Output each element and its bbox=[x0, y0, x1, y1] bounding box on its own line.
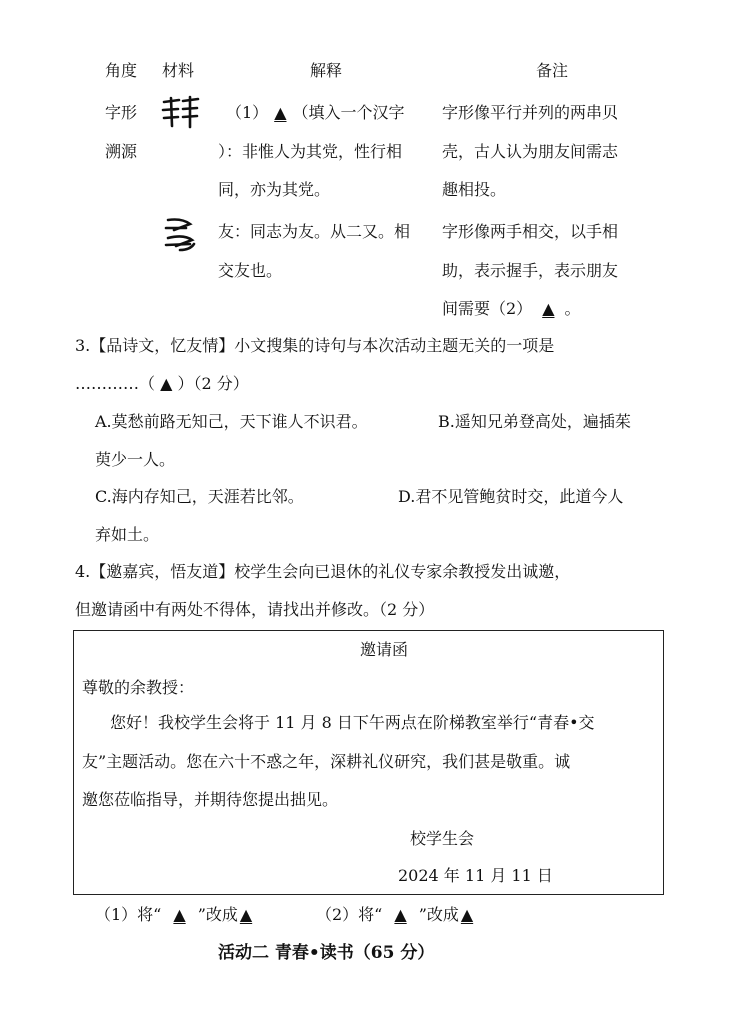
r2-note-line2: 助，表示握手，表示朋友 bbox=[442, 261, 619, 280]
header-notes: 备注 bbox=[536, 61, 569, 80]
answer-line-1: （1）将“ ▲ ”改成 ▲ bbox=[95, 902, 266, 925]
letter-body-line1: 您好！我校学生会将于 11 月 8 日下午两点在阶梯教室举行“青春•交 bbox=[110, 713, 595, 732]
section-title: 活动二 青春•读书（65 分） bbox=[218, 943, 435, 963]
header-angle: 角度 bbox=[105, 61, 138, 80]
answer-blank-2[interactable]: ▲ bbox=[542, 299, 555, 318]
letter-title: 邀请函 bbox=[360, 640, 409, 659]
r2-explain-line2: 交友也。 bbox=[218, 261, 283, 280]
r1-explain-line1: （1） ▲ （填入一个汉字 bbox=[226, 103, 405, 122]
q4-stem-line1: 4.【邀嘉宾，悟友道】校学生会向已退休的礼仪专家余教授发出诚邀， bbox=[75, 562, 571, 581]
letter-salutation: 尊敬的余教授： bbox=[82, 678, 195, 697]
r1-note-line1: 字形像平行并列的两串贝 bbox=[442, 103, 619, 122]
answer-blank-2-original[interactable]: ▲ bbox=[394, 905, 407, 924]
letter-body-line3: 邀您莅临指导，并期待您提出拙见。 bbox=[82, 790, 339, 809]
header-material: 材料 bbox=[162, 61, 195, 80]
r2-note-line1: 字形像两手相交，以手相 bbox=[442, 222, 619, 241]
q3-option-b-line1[interactable]: B.遥知兄弟登高处，遍插茱 bbox=[438, 412, 631, 431]
answer-line-2: （2）将“ ▲ ”改成 ▲ bbox=[316, 902, 477, 925]
r2-note-line3: 间需要（2） ▲ 。 bbox=[442, 299, 581, 318]
r1-note-line3: 趣相投。 bbox=[442, 180, 507, 199]
q3-option-c[interactable]: C.海内存知己，天涯若比邻。 bbox=[95, 487, 304, 506]
row-label-line1: 字形 bbox=[105, 103, 138, 122]
letter-signer: 校学生会 bbox=[410, 829, 475, 848]
answer-blank-1-original[interactable]: ▲ bbox=[173, 905, 186, 924]
q3-option-a[interactable]: A.莫愁前路无知己，天下谁人不识君。 bbox=[95, 412, 368, 431]
r2-explain-line1: 友：同志为友。从二又。相 bbox=[218, 222, 411, 241]
answer-blank-1[interactable]: ▲ bbox=[274, 103, 287, 122]
q4-stem-line2: 但邀请函中有两处不得体，请找出并修改。（2 分） bbox=[75, 600, 435, 619]
q3-option-d-line2: 弃如土。 bbox=[95, 525, 160, 544]
answer-blank-2-revised[interactable]: ▲ bbox=[460, 905, 474, 924]
row-label-line2: 溯源 bbox=[105, 142, 138, 161]
r1-explain-line3: 同，亦为其党。 bbox=[218, 180, 331, 199]
q3-option-b-line2: 萸少一人。 bbox=[95, 450, 176, 469]
header-explanation: 解释 bbox=[310, 61, 343, 80]
q3-stem-line1: 3.【品诗文，忆友情】小文搜集的诗句与本次活动主题无关的一项是 bbox=[75, 336, 555, 355]
q3-stem-line2: …………（ ▲ ）（2 分） bbox=[75, 374, 249, 393]
letter-date: 2024 年 11 月 11 日 bbox=[398, 866, 553, 885]
r1-explain-line2: ）：非惟人为其党，性行相 bbox=[218, 142, 403, 161]
letter-body-line2: 友”主题活动。您在六十不惑之年，深耕礼仪研究，我们甚是敬重。诚 bbox=[82, 752, 571, 771]
r1-note-line2: 壳，古人认为朋友间需志 bbox=[442, 142, 619, 161]
ancient-you-glyph-icon bbox=[160, 214, 200, 254]
q3-option-d-line1[interactable]: D.君不见管鲍贫时交，此道今人 bbox=[398, 487, 624, 506]
ancient-peng-glyph-icon bbox=[160, 94, 202, 130]
answer-blank-1-revised[interactable]: ▲ bbox=[239, 905, 253, 924]
